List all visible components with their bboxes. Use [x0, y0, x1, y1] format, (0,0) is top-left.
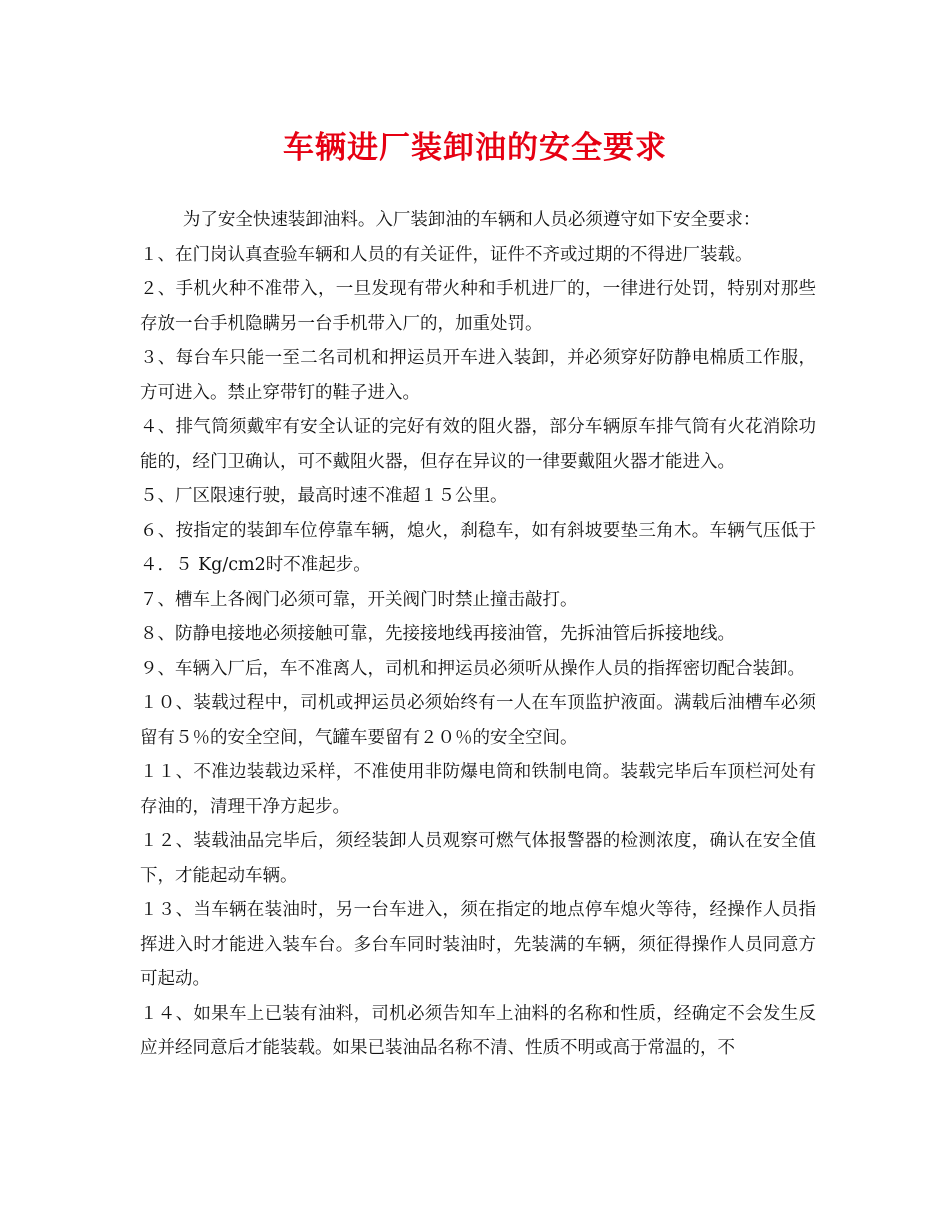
rule-item-5: ５、厂区限速行驶，最高时速不准超１５公里。 [140, 486, 508, 506]
rule-item-11: １１、不准边装载边采样，不准使用非防爆电筒和铁制电筒。装载完毕后车顶栏河处有存油的，清理干净方起步。 [140, 762, 816, 817]
rule-item-7: ７、槽车上各阀门必须可靠，开关阀门时禁止撞击敲打。 [140, 589, 578, 610]
rule-item-6: ６、按指定的装卸车位停靠车辆，熄火，刹稳车，如有斜坡要垫三角木。车辆气压低于４．５ Kg/cm2时不准起步。 [140, 520, 816, 575]
rule-item-14: １４、如果车上已装有油料，司机必须告知车上油料的名称和性质，经确定不会发生反应并经同意后才能装载。如果已装油品名称不清、性质不明或高于常温的，不 [140, 1003, 816, 1058]
rule-item-8: ８、防静电接地必须接触可靠，先接接地线再接油管，先拆油管后拆接地线。 [140, 624, 735, 644]
rule-item-9: ９、车辆入厂后，车不准离人，司机和押运员必须听从操作人员的指挥密切配合装卸。 [140, 658, 805, 679]
rule-item-10: １０、装载过程中，司机或押运员必须始终有一人在车顶监护液面。满载后油槽车必须留有５％的安全空间，气罐车要留有２０％的安全空间。 [140, 693, 816, 748]
rule-item-3: ３、每台车只能一至二名司机和押运员开车进入装卸，并必须穿好防静电棉质工作服，方可进入。禁止穿带钉的鞋子进入。 [140, 348, 816, 403]
rule-item-13: １３、当车辆在装油时，另一台车进入，须在指定的地点停车熄火等待，经操作人员指挥进入时才能进入装车台。多台车同时装油时，先装满的车辆，须征得操作人员同意方可起动。 [140, 900, 816, 989]
document-title: 车辆进厂装卸油的安全要求 [283, 130, 667, 166]
rule-item-12: １２、装载油品完毕后，须经装卸人员观察可燃气体报警器的检测浓度，确认在安全值下，才能起动车辆。 [140, 831, 816, 886]
rule-item-1: １、在门岗认真查验车辆和人员的有关证件，证件不齐或过期的不得进厂装载。 [140, 244, 753, 265]
rule-item-2: ２、手机火种不准带入，一旦发现有带火种和手机进厂的，一律进行处罚，特别对那些存放一台手机隐瞒另一台手机带入厂的，加重处罚。 [140, 279, 816, 334]
rule-item-4: ４、排气筒须戴牢有安全认证的完好有效的阻火器，部分车辆原车排气筒有火花消除功能的，经门卫确认，可不戴阻火器，但存在异议的一律要戴阻火器才能进入。 [140, 417, 816, 472]
intro-paragraph: 为了安全快速装卸油料。入厂装卸油的车辆和人员必须遵守如下安全要求： [182, 210, 761, 230]
document-body [140, 203, 816, 1066]
